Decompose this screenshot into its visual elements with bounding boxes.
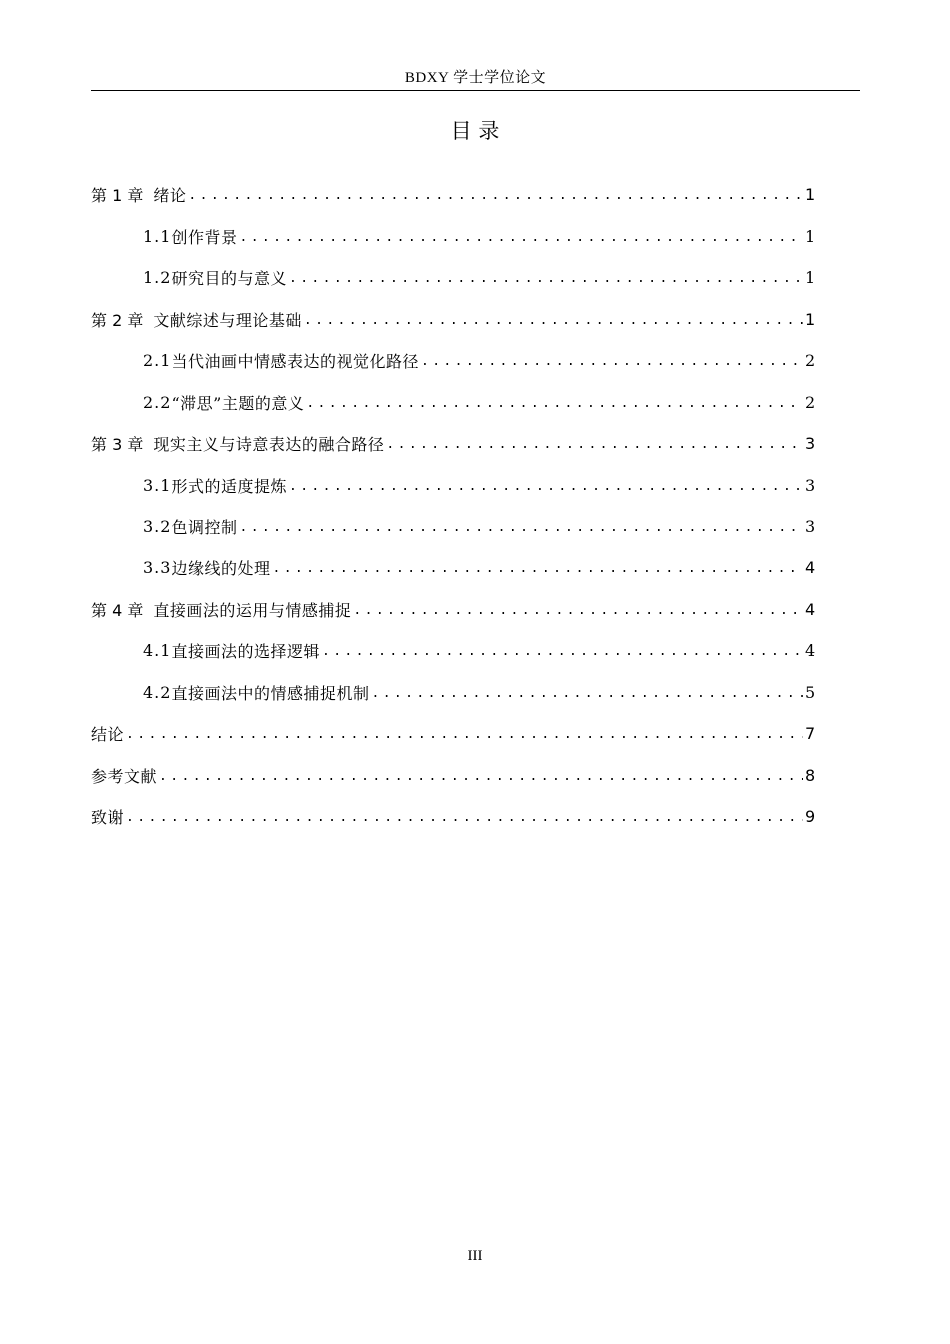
toc-leader-dots xyxy=(421,352,803,372)
toc-entry-page: 5 xyxy=(805,682,816,702)
toc-entry-label: 直接画法中的情感捕捉机制 xyxy=(171,683,370,703)
toc-entry-number: 第 3 章 xyxy=(91,434,144,454)
toc-leader-dots xyxy=(322,642,803,662)
toc-entry-page: 8 xyxy=(805,765,816,785)
toc-entry-page: 1 xyxy=(805,309,816,329)
toc-leader-dots xyxy=(239,228,803,248)
toc-leader-dots xyxy=(289,269,803,289)
toc-entry-section-4-1[interactable] xyxy=(143,632,815,668)
toc-entry-page: 2 xyxy=(805,392,816,412)
toc-leader-dots xyxy=(188,186,803,206)
toc-entry-label: 研究目的与意义 xyxy=(171,268,287,288)
toc-entry-label: 色调控制 xyxy=(171,517,238,537)
toc-entry-section-1-1[interactable] xyxy=(143,218,815,254)
toc-entry-page: 4 xyxy=(805,599,816,619)
page-number: III xyxy=(467,1248,483,1264)
toc-leader-dots xyxy=(386,435,803,455)
toc-entry-label: 创作背景 xyxy=(171,227,238,247)
toc-entry-label: 当代油画中情感表达的视觉化路径 xyxy=(171,351,419,371)
toc-entry-conclusion[interactable] xyxy=(91,715,815,751)
toc-entry-label: 边缘线的处理 xyxy=(171,558,271,578)
toc-leader-dots xyxy=(159,767,803,787)
toc-entry-number: 3.3 xyxy=(143,557,172,577)
toc-entry-page: 2 xyxy=(805,350,816,370)
toc-entry-section-2-2[interactable] xyxy=(143,384,815,420)
toc-leader-dots xyxy=(371,684,803,704)
toc-entry-number: 第 2 章 xyxy=(91,310,144,330)
toc-entry-section-4-2[interactable] xyxy=(143,674,815,710)
toc-leader-dots xyxy=(306,394,803,414)
toc-entry-label: 形式的适度提炼 xyxy=(171,476,287,496)
toc-leader-dots xyxy=(126,808,803,828)
toc-entry-label: 致谢 xyxy=(91,807,125,827)
toc-entry-number: 1.1 xyxy=(143,226,172,246)
toc-entry-label: 文献综述与理论基础 xyxy=(153,310,302,330)
toc-entry-page: 7 xyxy=(805,723,816,743)
toc-leader-dots xyxy=(289,477,803,497)
toc-entry-label: 直接画法的选择逻辑 xyxy=(171,641,320,661)
toc-entry-page: 1 xyxy=(805,267,816,287)
running-header: BDXY 学士学位论文 xyxy=(404,70,547,86)
toc-leader-dots xyxy=(126,725,803,745)
toc-entry-section-3-2[interactable] xyxy=(143,508,815,544)
toc-leader-dots xyxy=(239,518,803,538)
toc-entry-number: 4.1 xyxy=(143,640,172,660)
toc-entry-label: 直接画法的运用与情感捕捉 xyxy=(153,600,352,620)
toc-entry-page: 1 xyxy=(805,226,816,246)
toc-entry-section-3-3[interactable] xyxy=(143,549,815,585)
toc-entry-chapter-3[interactable] xyxy=(91,425,815,461)
toc-entry-page: 3 xyxy=(805,433,816,453)
toc-entry-acknowledgements[interactable] xyxy=(91,798,815,834)
toc-entry-number: 2.2 xyxy=(143,392,172,412)
toc-entry-label: 结论 xyxy=(91,724,125,744)
toc-entry-number: 第 4 章 xyxy=(91,600,144,620)
toc-entry-number: 第 1 章 xyxy=(91,185,144,205)
toc-entry-section-1-2[interactable] xyxy=(143,259,815,295)
toc-entry-page: 4 xyxy=(805,557,816,577)
toc-entry-number: 2.1 xyxy=(143,350,172,370)
toc-entry-page: 9 xyxy=(805,806,816,826)
toc-entry-section-3-1[interactable] xyxy=(143,467,815,503)
toc-entry-page: 4 xyxy=(805,640,816,660)
toc-entry-label: 绪论 xyxy=(153,185,187,205)
toc-entry-label: “滞思”主题的意义 xyxy=(171,393,305,413)
toc-leader-dots xyxy=(353,601,803,621)
toc-entry-page: 1 xyxy=(805,184,816,204)
toc-entry-references[interactable] xyxy=(91,757,815,793)
toc-leader-dots xyxy=(272,559,803,579)
toc-entry-label: 参考文献 xyxy=(91,766,158,786)
toc-entry-number: 4.2 xyxy=(143,682,172,702)
toc-leader-dots xyxy=(304,311,803,331)
toc-entry-chapter-1[interactable] xyxy=(91,176,815,212)
toc-entry-section-2-1[interactable] xyxy=(143,342,815,378)
toc-entry-chapter-2[interactable] xyxy=(91,301,815,337)
toc-entry-number: 1.2 xyxy=(143,267,172,287)
toc-entry-page: 3 xyxy=(805,475,816,495)
header-rule xyxy=(91,90,860,91)
page-title: 目 录 xyxy=(450,119,500,143)
toc-entry-chapter-4[interactable] xyxy=(91,591,815,627)
toc-entry-number: 3.1 xyxy=(143,475,172,495)
toc-entry-page: 3 xyxy=(805,516,816,536)
toc-entry-number: 3.2 xyxy=(143,516,172,536)
toc-entry-label: 现实主义与诗意表达的融合路径 xyxy=(153,434,385,454)
